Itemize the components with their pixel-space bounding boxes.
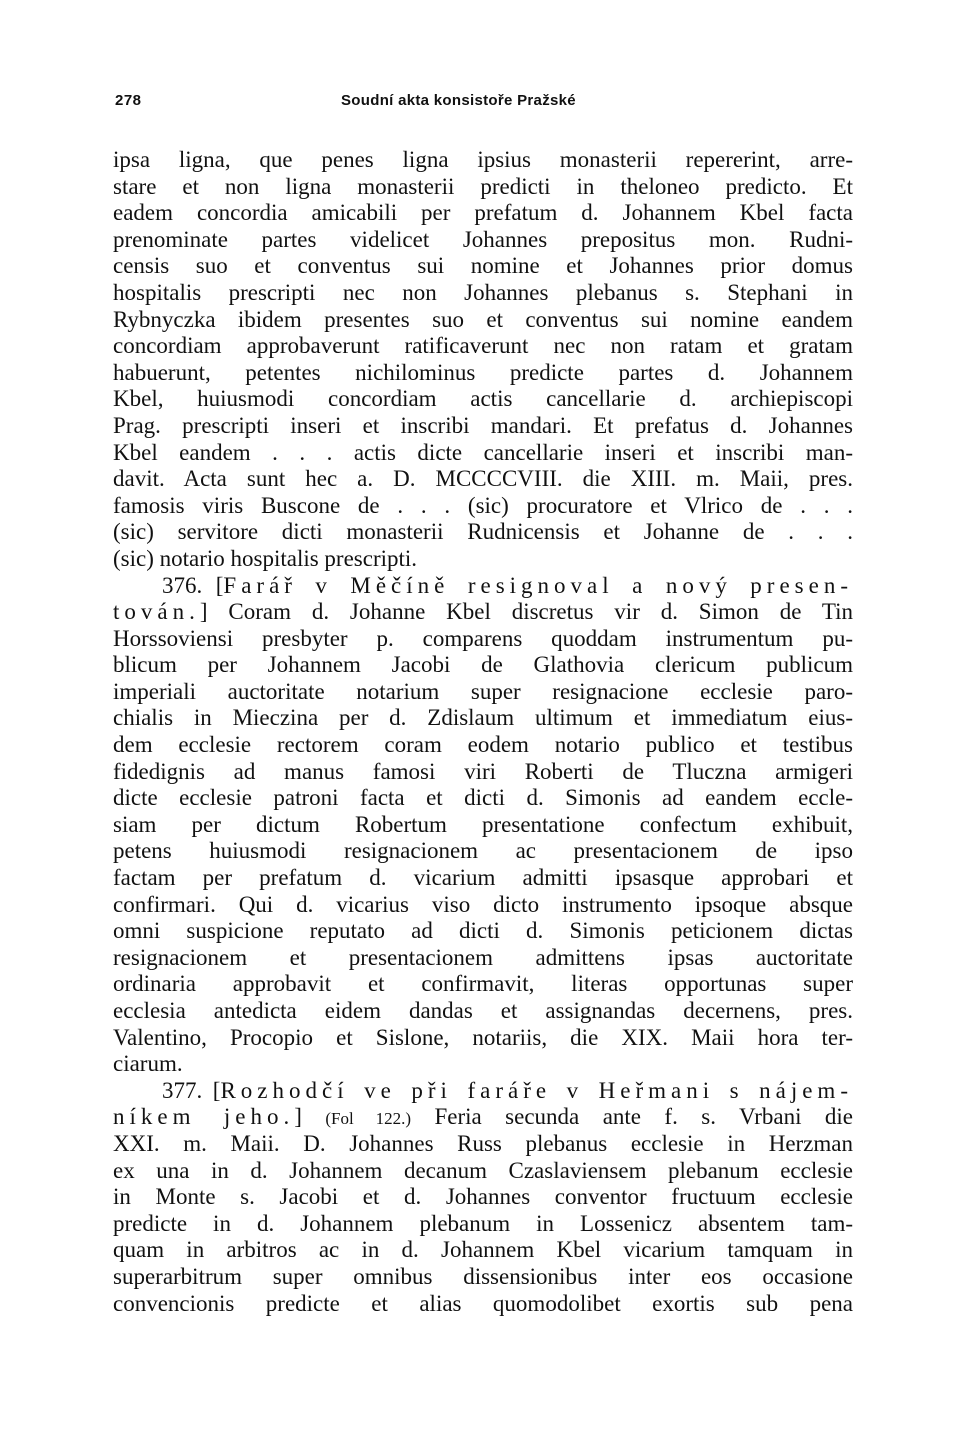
text-line: superarbitrum super omnibus dissensionibus inter eos occasione bbox=[113, 1263, 853, 1289]
text-line: omni suspicione reputato ad dicti d. Simonis peticionem dictas bbox=[113, 918, 853, 944]
text-line: fidedignis ad manus famosi viri Roberti de Tluczna armigeri bbox=[113, 758, 853, 784]
text-line: quam in arbitros ac in d. Johannem Kbel vicarium tamquam in bbox=[113, 1237, 853, 1263]
text-line: predicte in d. Johannem plebanum in Lossenicz absentem tam- bbox=[113, 1210, 853, 1236]
text-line: hospitalis prescripti nec non Johannes plebanus s. Stephani in bbox=[113, 279, 853, 305]
running-title: Soudní akta konsistoře Pražské bbox=[341, 92, 576, 109]
text-line: prenominate partes videlicet Johannes prepositus mon. Rudni- bbox=[113, 226, 853, 252]
text-line: Valentino, Procopio et Sislone, notariis, die XIX. Maii hora ter- bbox=[113, 1024, 853, 1050]
text-line: Prag. prescripti inseri et inscribi mandari. Et prefatus d. Johannes bbox=[113, 412, 853, 438]
text-line: factam per prefatum d. vicarium admitti ipsasque approbari et bbox=[113, 865, 853, 891]
text-line: ex una in d. Johannem decanum Czaslaviensem plebanum ecclesie bbox=[113, 1157, 853, 1183]
text-line bbox=[113, 1104, 853, 1131]
text-line: resignacionem et presentacionem admittens ipsas auctoritate bbox=[113, 944, 853, 970]
text-line: chialis in Mieczina per d. Zdislaum ultimum et immediatum eius- bbox=[113, 705, 853, 731]
body-text bbox=[113, 147, 853, 1317]
text-line: ordinaria approbavit et confirmavit, literas opportunas super bbox=[113, 971, 853, 997]
section-heading-text: tován. bbox=[113, 599, 200, 625]
section-heading-text: Farář v Měčíně resignoval a nový presen- bbox=[223, 572, 853, 598]
text-line: in Monte s. Jacobi et d. Johannes conventor fructuum ecclesie bbox=[113, 1184, 853, 1210]
text-line: confirmari. Qui d. vicarius viso dicto instrumento ipsoque absque bbox=[113, 891, 853, 917]
text-line: siam per dictum Robertum presentatione confectum exhibuit, bbox=[113, 811, 853, 837]
text-line: petens huiusmodi resignacionem ac presentacionem de ipso bbox=[113, 838, 853, 864]
text-line: Kbel eandem . . . actis dicte cancellarie inseri et inscribi man- bbox=[113, 439, 853, 465]
text-line: stare et non ligna monasterii predicti in theloneo predicto. Et bbox=[113, 173, 853, 199]
text-line: habuerunt, petentes nichilominus predicte partes d. Johannem bbox=[113, 359, 853, 385]
text-line: convencionis predicte et alias quomodolibet exortis sub pena bbox=[113, 1290, 853, 1316]
text-fragment: 376. [ bbox=[162, 572, 224, 598]
text-line bbox=[113, 1078, 853, 1105]
page-number: 278 bbox=[115, 92, 142, 109]
text-line bbox=[113, 573, 853, 600]
text-line: ciarum. bbox=[113, 1051, 183, 1077]
text-line: dem ecclesie rectorem coram eodem notario publico et testibus bbox=[113, 732, 853, 758]
text-line: Kbel, huiusmodi concordiam actis cancellarie d. archiepiscopi bbox=[113, 386, 853, 412]
text-line: ipsa ligna, que penes ligna ipsius monasterii repererint, arre- bbox=[113, 147, 853, 172]
text-fragment: ] bbox=[294, 1104, 326, 1130]
text-line: (sic) servitore dicti monasterii Rudnicensis et Johanne de . . . bbox=[113, 519, 853, 545]
text-line bbox=[113, 599, 853, 626]
text-line: ecclesia antedicta eidem dandas et assignandas decernens, pres. bbox=[113, 998, 853, 1023]
section-heading-text: níkem jeho. bbox=[113, 1104, 295, 1130]
text-fragment: ] Coram d. Johanne Kbel discretus vir d. Simon de Tin bbox=[199, 599, 853, 625]
folio-reference: (Fol 122.) bbox=[325, 1109, 412, 1129]
text-line: XXI. m. Maii. D. Johannes Russ plebanus ecclesie in Herzman bbox=[113, 1130, 853, 1156]
text-line: dicte ecclesie patroni facta et dicti d. Simonis ad eandem eccle- bbox=[113, 785, 853, 811]
running-head bbox=[115, 92, 847, 116]
text-line: blicum per Johannem Jacobi de Glathovia clericum publicum bbox=[113, 652, 853, 678]
text-line: Horssoviensi presbyter p. comparens quoddam instrumentum pu- bbox=[113, 625, 853, 651]
text-line: davit. Acta sunt hec a. D. MCCCCVIII. die XIII. m. Maii, pres. bbox=[113, 466, 853, 492]
text-line: (sic) notario hospitalis prescripti. bbox=[113, 545, 418, 571]
text-line: eadem concordia amicabili per prefatum d. Johannem Kbel facta bbox=[113, 200, 853, 226]
text-fragment: 377. [ bbox=[162, 1077, 221, 1103]
text-line: Rybnyczka ibidem presentes suo et conventus sui nomine eandem bbox=[113, 306, 853, 332]
text-line: famosis viris Buscone de . . . (sic) procuratore et Vlrico de . . . bbox=[113, 492, 853, 518]
text-line: concordiam approbaverunt ratificaverunt nec non ratam et gratam bbox=[113, 333, 853, 359]
text-line: censis suo et conventus sui nomine et Johannes prior domus bbox=[113, 253, 853, 279]
text-fragment: Feria secunda ante f. s. Vrbani die bbox=[411, 1104, 854, 1130]
section-heading-text: Rozhodčí ve při faráře v Heřmani s nájem- bbox=[220, 1077, 853, 1103]
text-line: imperiali auctoritate notarium super resignacione ecclesie paro- bbox=[113, 678, 853, 704]
